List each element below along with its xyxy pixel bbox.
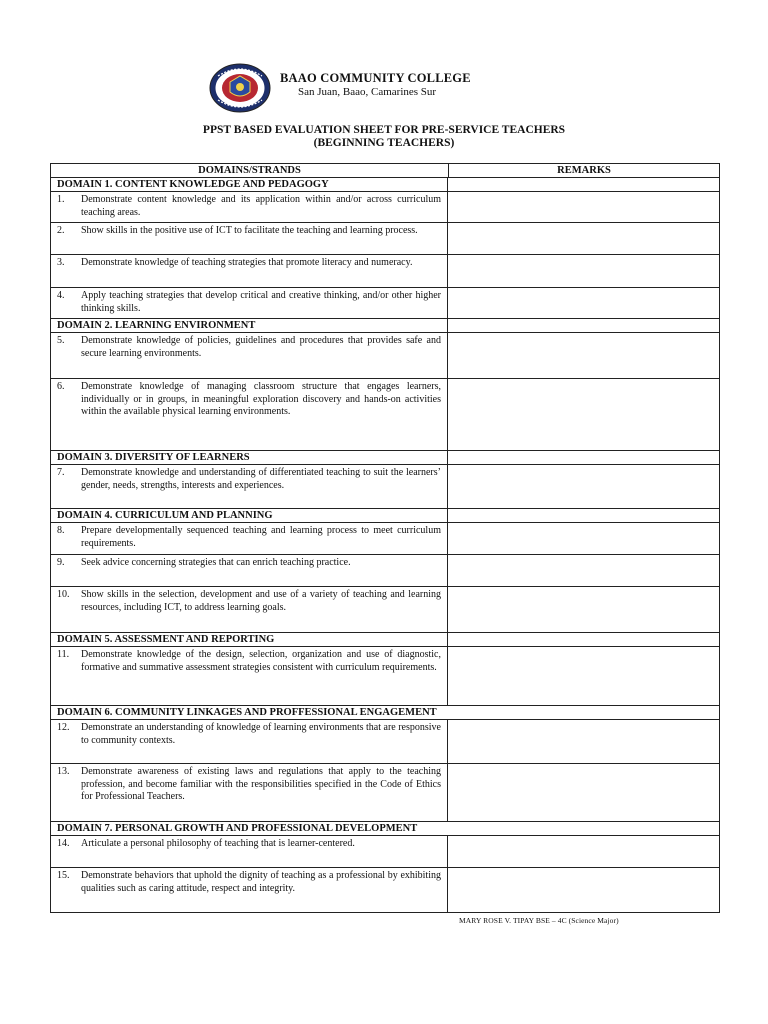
- remarks-cell[interactable]: [448, 333, 719, 378]
- remarks-cell[interactable]: [448, 587, 719, 632]
- item-number: 8.: [57, 525, 65, 536]
- table-row: [51, 288, 719, 319]
- table-row: [51, 379, 719, 451]
- item-number: 10.: [57, 589, 70, 600]
- table-row: [51, 587, 719, 633]
- table-row: [51, 223, 719, 255]
- item-number: 2.: [57, 225, 65, 236]
- domain-row: [51, 822, 719, 836]
- evaluation-table: [50, 163, 720, 913]
- remarks-cell[interactable]: [448, 223, 719, 254]
- item-text: Demonstrate knowledge and understanding of differentiated teaching to suit the learners’ gender, needs, strengths, interests and experiences.: [81, 467, 441, 491]
- item-text: Demonstrate knowledge of policies, guidelines and procedures that provides safe and secure learning environments.: [81, 335, 441, 359]
- item-number: 7.: [57, 467, 65, 478]
- domain-row: [51, 178, 719, 192]
- remarks-cell[interactable]: [448, 836, 719, 867]
- item-number: 3.: [57, 257, 65, 268]
- item-text: Demonstrate content knowledge and its application within and/or across curriculum teaching areas.: [81, 194, 441, 218]
- item-number: 4.: [57, 290, 65, 301]
- domain-title: DOMAIN 1. CONTENT KNOWLEDGE AND PEDAGOGY: [51, 178, 448, 191]
- domain-title: DOMAIN 4. CURRICULUM AND PLANNING: [51, 509, 448, 522]
- domain-title: DOMAIN 5. ASSESSMENT AND REPORTING: [51, 633, 448, 646]
- remarks-cell[interactable]: [448, 192, 719, 222]
- item-number: 9.: [57, 557, 65, 568]
- item-number: 14.: [57, 838, 70, 849]
- item-number: 12.: [57, 722, 70, 733]
- item-text: Demonstrate knowledge of the design, selection, organization and use of diagnostic, formative and summative assessment strategies consistent with curriculum requirements.: [81, 649, 441, 673]
- college-name: BAAO COMMUNITY COLLEGE: [280, 71, 471, 85]
- item-number: 15.: [57, 870, 70, 881]
- domain-title: DOMAIN 7. PERSONAL GROWTH AND PROFESSIONAL DEVELOPMENT: [57, 823, 418, 834]
- college-seal-logo: [208, 62, 272, 114]
- domain-row: [51, 706, 719, 720]
- table-row: [51, 868, 719, 912]
- sheet-subtitle: (BEGINNING TEACHERS): [313, 137, 455, 149]
- college-address: San Juan, Baao, Camarines Sur: [298, 86, 437, 98]
- item-text: Demonstrate knowledge of teaching strategies that promote literacy and numeracy.: [81, 257, 413, 268]
- table-row: [51, 647, 719, 706]
- item-text: Articulate a personal philosophy of teaching that is learner-centered.: [81, 838, 355, 849]
- domain-row: [51, 451, 719, 465]
- table-row: [51, 720, 719, 764]
- item-text: Seek advice concerning strategies that can enrich teaching practice.: [81, 557, 351, 568]
- domain-title: DOMAIN 2. LEARNING ENVIRONMENT: [51, 319, 448, 332]
- sheet-title: PPST BASED EVALUATION SHEET FOR PRE-SERVICE TEACHERS: [202, 124, 566, 136]
- domains-column-header: DOMAINS/STRANDS: [51, 164, 449, 177]
- remarks-cell[interactable]: [448, 255, 719, 287]
- table-row: [51, 333, 719, 379]
- footer-author: MARY ROSE V. TIPAY BSE – 4C (Science Major): [459, 916, 619, 925]
- table-header: [51, 164, 719, 178]
- remarks-cell[interactable]: [448, 764, 719, 821]
- domain-row: [51, 633, 719, 647]
- remarks-cell[interactable]: [448, 465, 719, 508]
- item-number: 6.: [57, 381, 65, 392]
- item-text: Show skills in the positive use of ICT to facilitate the teaching and learning process.: [81, 225, 418, 236]
- domain-title: DOMAIN 3. DIVERSITY OF LEARNERS: [51, 451, 448, 464]
- table-row: [51, 465, 719, 509]
- domain-row: [51, 509, 719, 523]
- item-number: 11.: [57, 649, 70, 660]
- item-text: Show skills in the selection, development and use of a variety of teaching and learning resources, including ICT, to address learning goals.: [81, 589, 441, 613]
- item-number: 5.: [57, 335, 65, 346]
- domain-row: [51, 319, 719, 333]
- table-row: [51, 555, 719, 587]
- item-text: Prepare developmentally sequenced teaching and learning process to meet curriculum requirements.: [81, 525, 441, 549]
- table-row: [51, 255, 719, 288]
- remarks-cell[interactable]: [448, 720, 719, 763]
- table-row: [51, 192, 719, 223]
- remarks-cell[interactable]: [448, 379, 719, 450]
- item-text: Demonstrate behaviors that uphold the dignity of teaching as a professional by exhibiting qualities such as caring attitude, respect and integrity.: [81, 870, 441, 894]
- item-text: Demonstrate an understanding of knowledge of learning environments that are responsive to community contexts.: [81, 722, 441, 746]
- item-number: 1.: [57, 194, 65, 205]
- remarks-column-header: REMARKS: [557, 165, 611, 176]
- remarks-cell[interactable]: [448, 288, 719, 318]
- remarks-cell[interactable]: [448, 647, 719, 705]
- domain-title: DOMAIN 6. COMMUNITY LINKAGES AND PROFFESSIONAL ENGAGEMENT: [57, 707, 437, 718]
- remarks-cell[interactable]: [448, 523, 719, 554]
- item-text: Demonstrate awareness of existing laws and regulations that apply to the teaching profession, and become familiar with the responsibilities specified in the Code of Ethics for Professional Teachers.: [81, 766, 441, 802]
- table-row: [51, 836, 719, 868]
- table-row: [51, 523, 719, 555]
- table-row: [51, 764, 719, 822]
- remarks-cell[interactable]: [448, 868, 719, 912]
- item-text: Apply teaching strategies that develop critical and creative thinking, and/or other higher thinking skills.: [81, 290, 441, 314]
- item-text: Demonstrate knowledge of managing classroom structure that engages learners, individually or in groups, in meaningful exploration discovery and hands-on activities within the available physical learning environments.: [81, 381, 441, 417]
- item-number: 13.: [57, 766, 70, 777]
- remarks-cell[interactable]: [448, 555, 719, 586]
